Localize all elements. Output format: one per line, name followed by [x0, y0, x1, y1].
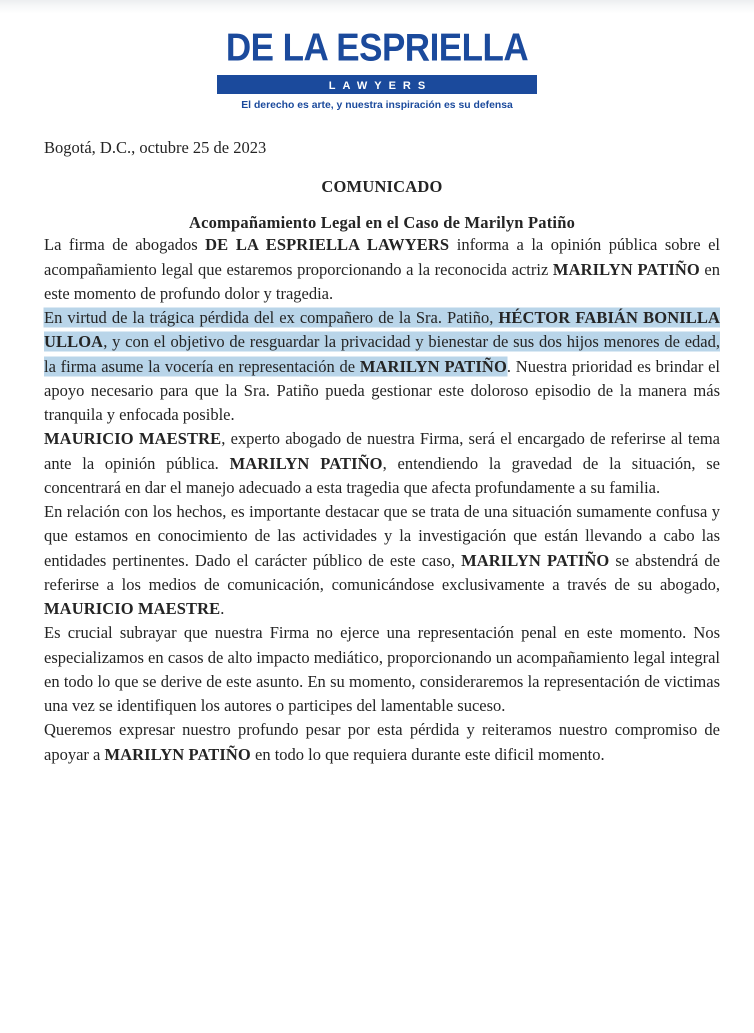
p1-firm-name: DE LA ESPRIELLA LAWYERS	[205, 235, 450, 255]
p2-selected-deceased-name: HÉCTOR FABIÁN BONILLA ULLOA	[44, 308, 720, 352]
document-body	[0, 137, 754, 767]
logo-firm-name: DE LA ESPRIELLA	[225, 25, 529, 70]
p4-text-c: .	[220, 599, 225, 619]
p3-text-b: , entendiendo la gravedad de la situación, se concentrará en dar el manejo adecuado a esta tragedia que afecta profundamente a su familia.	[44, 453, 721, 497]
p5-text: Es crucial subrayar que nuestra Firma no ejerce una representación penal en este momento. Nos especializamos en casos de alto impacto mediático, proporcionando un acompañamiento legal integral en todo lo que se derive de este asunto. En su momento, consideraremos la representación de victimas una vez se identifiquen los autores o participes del lamentable suceso.	[44, 623, 720, 716]
paragraph-1	[44, 233, 720, 306]
logo-lawyers-label: LAWYERS	[328, 80, 433, 92]
p2-selected-client-name: MARILYN PATIÑO	[359, 356, 507, 376]
p3-lawyer-name: MAURICIO MAESTRE	[44, 429, 222, 449]
date-line: Bogotá, D.C., octubre 25 de 2023	[44, 138, 267, 157]
document-heading-primary: COMUNICADO	[321, 177, 443, 197]
p2-selected-text-a: En virtud de la trágica pérdida del ex compañero de la Sra. Patiño,	[44, 308, 499, 328]
paragraph-6	[44, 718, 720, 767]
logo-lawyers-bar	[217, 75, 537, 94]
paragraph-4	[44, 500, 720, 621]
p1-text-a: La firma de abogados	[44, 235, 206, 255]
p6-client-name: MARILYN PATIÑO	[104, 744, 251, 764]
document-heading-subtitle: Acompañamiento Legal en el Caso de Marilyn Patiño	[188, 213, 576, 233]
p4-text-b: se abstendrá de referirse a los medios de comunicación, comunicándose exclusivamente a través de su abogado,	[44, 550, 720, 594]
p4-lawyer-name: MAURICIO MAESTRE	[44, 599, 221, 619]
p6-text-a: Queremos expresar nuestro profundo pesar por esta pérdida y reiteramos nuestro compromiso de apoyar a	[44, 720, 720, 764]
letterhead-logo	[217, 0, 537, 111]
p1-text-c: en este momento de profundo dolor y tragedia.	[44, 259, 720, 303]
p1-text-b: informa a la opinión pública sobre el acompañamiento legal que estaremos proporcionando a la reconocida actriz	[44, 235, 720, 279]
p4-text-a: En relación con los hechos, es importante destacar que se trata de una situación sumamente confusa y que estamos en conocimiento de las actividades y la investigación que están llevando a cabo las entidades pertinentes. Dado el carácter público de este caso,	[44, 502, 720, 570]
p4-client-name: MARILYN PATIÑO	[461, 550, 610, 570]
p2-selected-text-b: , y con el objetivo de resguardar la privacidad y bienestar de sus dos hijos menores de edad, la firma asume la vocería en representación de	[44, 332, 720, 376]
paragraph-5	[44, 621, 720, 718]
p3-client-name: MARILYN PATIÑO	[229, 453, 383, 473]
p1-client-name: MARILYN PATIÑO	[552, 259, 700, 279]
p3-text-a: , experto abogado de nuestra Firma, será el encargado de referirse al tema ante la opinión pública.	[44, 429, 720, 473]
p6-text-b: en todo lo que requiera durante este dificil momento.	[250, 744, 605, 764]
logo-tagline: El derecho es arte, y nuestra inspiración es su defensa	[241, 99, 513, 111]
p2-text-c: . Nuestra prioridad es brindar el apoyo necesario para que la Sra. Patiño pueda gestionar este doloroso episodio de la manera más tranquila y enfocada posible.	[44, 356, 721, 425]
paragraph-3	[44, 427, 720, 500]
paragraph-2-highlighted	[44, 306, 720, 427]
